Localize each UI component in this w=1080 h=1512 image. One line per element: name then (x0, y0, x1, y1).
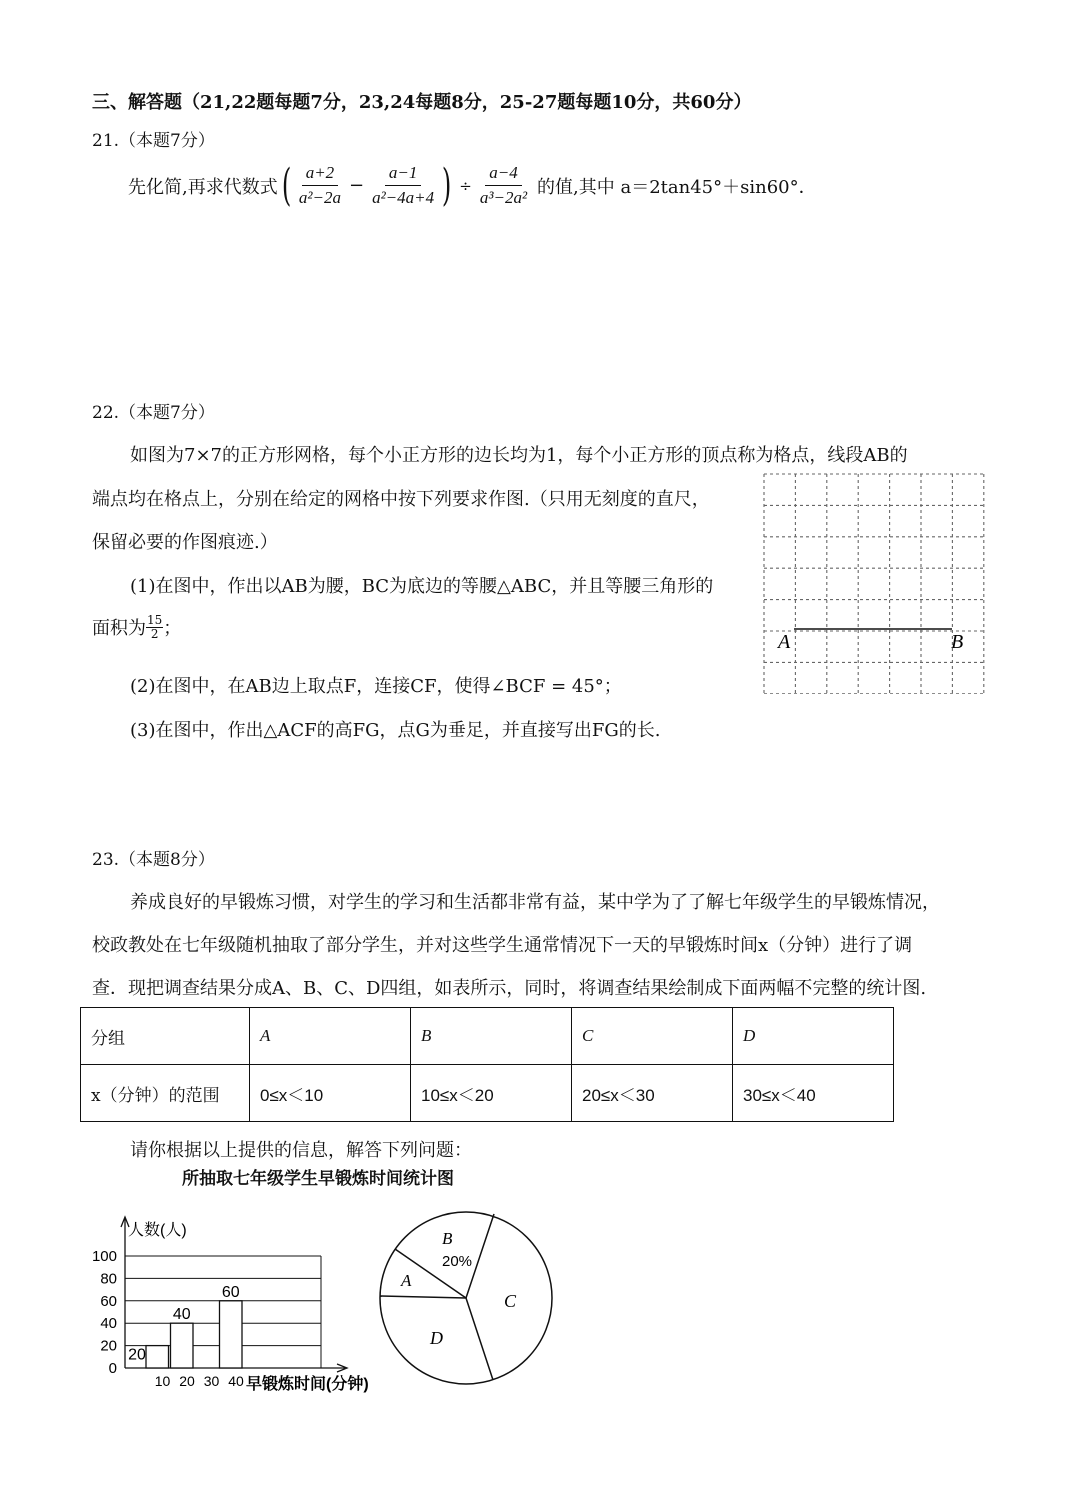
y-tick-label: 80 (100, 1270, 117, 1288)
q23-header: 23.（本题8分） (92, 850, 215, 870)
pie-label-c: C (504, 1291, 517, 1311)
q23-line3: 查．现把调查结果分成A、B、C、D四组，如表所示，同时，将调查结果绘制成下面两幅不完整的统计图. (92, 978, 927, 999)
y-tick-label: 20 (100, 1337, 117, 1355)
point-a-label: A (778, 631, 791, 653)
bar-chart-plot (92, 1217, 347, 1389)
q21-header: 21.（本题7分） (92, 131, 215, 151)
frac1-numerator: a+2 (302, 163, 338, 186)
bar (146, 1346, 169, 1368)
q21-text-after: 的值,其中 a＝2tan45°＋sin60°． (537, 176, 817, 198)
bar-data-label: 20 (128, 1346, 146, 1364)
table-row (81, 1065, 894, 1122)
chart-title: 所抽取七年级学生早锻炼时间统计图 (182, 1169, 454, 1188)
point-b-label: B (951, 631, 964, 653)
table-cell: x（分钟）的范围 (81, 1065, 250, 1122)
x-tick-label: 30 (203, 1373, 220, 1389)
q22-item2: (2)在图中，在AB边上取点F，连接CF，使得∠BCF = 45°； (130, 676, 622, 697)
q22-area-fraction (146, 614, 163, 640)
table-cell: 0≤x＜10 (250, 1065, 411, 1122)
table-row (81, 1008, 894, 1065)
frac3-numerator: a−4 (485, 163, 521, 186)
bar-chart-ylabel: 人数(人) (128, 1222, 187, 1239)
x-tick-label: 40 (228, 1373, 244, 1389)
y-tick-label: 100 (91, 1248, 117, 1265)
y-tick-label: 60 (100, 1292, 117, 1310)
pie-label-a: A (401, 1271, 412, 1290)
pie-divider (380, 1296, 466, 1298)
x-tick-label: 10 (154, 1373, 171, 1389)
pie-chart (378, 1210, 558, 1390)
q21-frac1 (295, 163, 345, 207)
q22-item1: (1)在图中，作出以AB为腰，BC为底边的等腰△ABC，并且等腰三角形的 (130, 576, 714, 597)
section-title: 三、解答题（21,22题每题7分，23,24每题8分，25-27题每题10分，共60分） (92, 92, 752, 113)
q23-prompt: 请你根据以上提供的信息，解答下列问题： (130, 1140, 472, 1161)
frac1-denominator: a²−2a (298, 188, 341, 207)
q21-expression (128, 160, 817, 211)
table-cell: 20≤x＜30 (572, 1065, 733, 1122)
q23-line1: 养成良好的早锻炼习惯，对学生的学习和生活都非常有益，某中学为了了解七年级学生的早锻炼情况， (130, 892, 940, 913)
bar (220, 1301, 243, 1368)
table-cell: 分组 (81, 1008, 250, 1065)
pie-label-d: D (430, 1328, 443, 1348)
q21-text-before: 先化简,再求代数式 (128, 176, 278, 198)
q21-frac3 (476, 163, 531, 207)
q22-line3: 保留必要的作图痕迹.） (92, 532, 278, 553)
q22-line2: 端点均在格点上，分别在给定的网格中按下列要求作图.（只用无刻度的直尺， (92, 489, 710, 510)
bar (171, 1323, 194, 1368)
x-tick-label: 20 (179, 1373, 195, 1389)
dashed-grid (764, 474, 984, 694)
q21-div: ÷ (459, 176, 472, 195)
area-numerator: 15 (147, 613, 163, 627)
frac2-denominator: a²−4a+4 (372, 188, 435, 207)
q22-header: 22.（本题7分） (92, 403, 215, 423)
bar-chart-xlabel: 早锻炼时间(分钟) (246, 1376, 369, 1393)
pie-label-b: B (442, 1229, 453, 1248)
q22-item1b: 面积为 (92, 618, 146, 640)
frac2-numerator: a−1 (385, 163, 421, 186)
q22-item3: (3)在图中，作出△ACF的高FG，点G为垂足，并直接写出FG的长. (130, 720, 661, 741)
table-cell: A (250, 1008, 411, 1065)
pie-label-b-percent: 20% (442, 1253, 473, 1270)
y-tick-label: 40 (100, 1315, 117, 1333)
q21-frac2 (368, 163, 438, 207)
q22-grid-figure (762, 472, 986, 694)
q22-item1-continued (92, 614, 181, 640)
q22-line1: 如图为7×7的正方形网格，每个小正方形的边长均为1，每个小正方形的顶点称为格点，线段AB的 (130, 445, 908, 466)
bar-data-label: 40 (172, 1306, 191, 1324)
q23-line2: 校政教处在七年级随机抽取了部分学生，并对这些学生通常情况下一天的早锻炼时间x（分钟）进行了调 (92, 935, 913, 956)
table-cell: B (411, 1008, 572, 1065)
q22-item1-end: ； (163, 618, 182, 640)
area-denominator: 2 (150, 626, 159, 641)
bar-chart (80, 1205, 400, 1405)
right-paren: ) (441, 160, 452, 211)
table-cell: 30≤x＜40 (733, 1065, 894, 1122)
table-cell: C (572, 1008, 733, 1065)
y-tick-label: 0 (108, 1360, 117, 1377)
table-cell: D (733, 1008, 894, 1065)
table-cell: 10≤x＜20 (411, 1065, 572, 1122)
bar-data-label: 60 (221, 1283, 240, 1301)
frac3-denominator: a³−2a² (479, 188, 528, 207)
grouping-table (80, 1007, 894, 1122)
pie-divider (466, 1298, 493, 1380)
q21-minus: − (348, 175, 365, 196)
left-paren: ( (281, 160, 292, 211)
